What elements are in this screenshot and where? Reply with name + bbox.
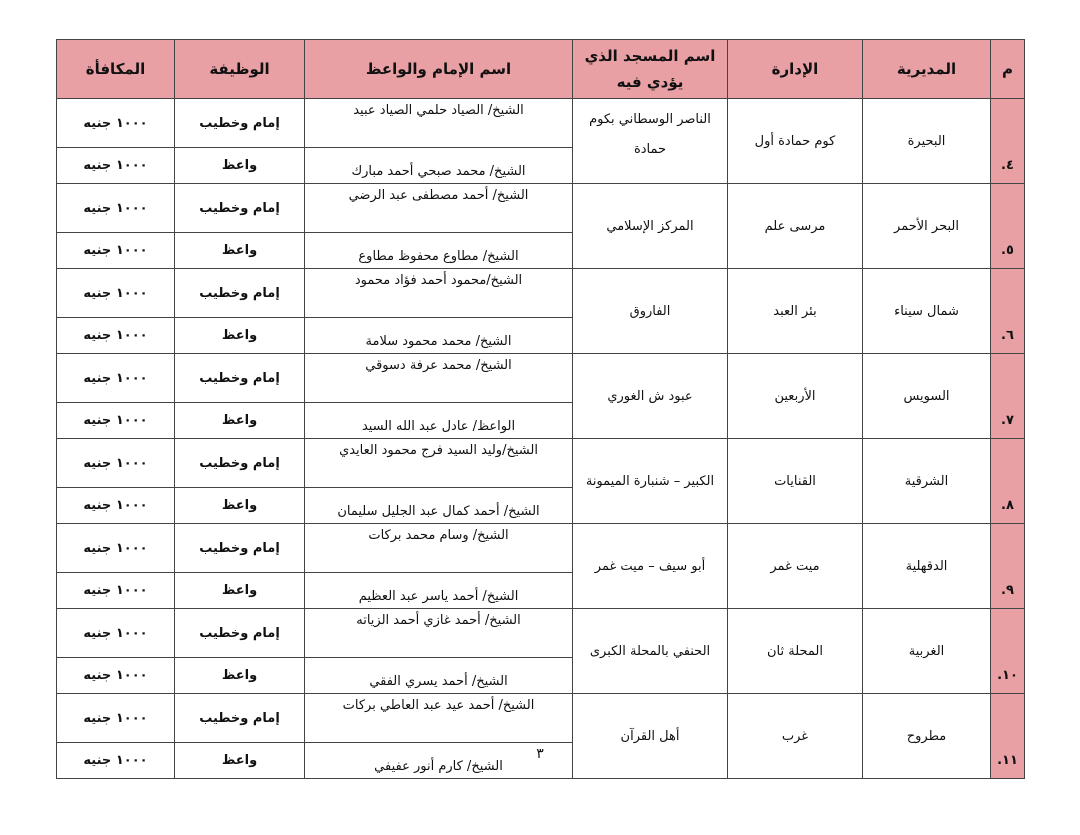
administration-cell: ميت غمر [728, 524, 863, 609]
preacher-name-cell: الشيخ/ أحمد ياسر عبد العظيم [305, 573, 573, 609]
assignments-table [56, 39, 1025, 779]
imam-job-cell: إمام وخطيب [175, 609, 305, 658]
imam-name-cell: الشيخ/ أحمد غازي أحمد الزياته [305, 609, 573, 658]
table-row [57, 184, 1025, 233]
preacher-reward-cell: ١٠٠٠ جنيه [57, 488, 175, 524]
preacher-reward-cell: ١٠٠٠ جنيه [57, 233, 175, 269]
preacher-name-cell: الشيخ/ أحمد كمال عبد الجليل سليمان [305, 488, 573, 524]
preacher-job-cell: واعظ [175, 318, 305, 354]
preacher-reward-cell: ١٠٠٠ جنيه [57, 658, 175, 694]
directorate-cell: البحر الأحمر [863, 184, 991, 269]
imam-name-cell: الشيخ/محمود أحمد فؤاد محمود [305, 269, 573, 318]
header-number: م [991, 40, 1025, 99]
directorate-cell: شمال سيناء [863, 269, 991, 354]
preacher-name-cell: الواعظ/ عادل عبد الله السيد [305, 403, 573, 439]
imam-reward-cell: ١٠٠٠ جنيه [57, 269, 175, 318]
imam-name-cell: الشيخ/ أحمد عيد عبد العاطي بركات [305, 694, 573, 743]
page-number: ٣ [536, 746, 544, 762]
administration-cell: المحلة ثان [728, 609, 863, 694]
imam-reward-cell: ١٠٠٠ جنيه [57, 694, 175, 743]
preacher-name-cell: الشيخ/ أحمد يسري الفقي [305, 658, 573, 694]
mosque-cell: أهل القرآن [573, 694, 728, 779]
imam-reward-cell: ١٠٠٠ جنيه [57, 524, 175, 573]
table-row [57, 439, 1025, 488]
preacher-reward-cell: ١٠٠٠ جنيه [57, 403, 175, 439]
imam-name-cell: الشيخ/ أحمد مصطفى عبد الرضي [305, 184, 573, 233]
mosque-cell: الفاروق [573, 269, 728, 354]
directorate-cell: الغربية [863, 609, 991, 694]
directorate-cell: الشرقية [863, 439, 991, 524]
imam-reward-cell: ١٠٠٠ جنيه [57, 439, 175, 488]
table-row [57, 694, 1025, 743]
imam-reward-cell: ١٠٠٠ جنيه [57, 354, 175, 403]
imam-job-cell: إمام وخطيب [175, 354, 305, 403]
preacher-job-cell: واعظ [175, 488, 305, 524]
row-number-cell: ٦. [991, 269, 1025, 354]
preacher-reward-cell: ١٠٠٠ جنيه [57, 743, 175, 779]
table-row [57, 269, 1025, 318]
row-number-cell: ١١. [991, 694, 1025, 779]
table-row [57, 99, 1025, 148]
header-reward: المكافأة [57, 40, 175, 99]
preacher-reward-cell: ١٠٠٠ جنيه [57, 148, 175, 184]
table-header [57, 40, 1025, 99]
imam-job-cell: إمام وخطيب [175, 694, 305, 743]
header-imam-name: اسم الإمام والواعظ [305, 40, 573, 99]
directorate-cell: السويس [863, 354, 991, 439]
table-row [57, 524, 1025, 573]
imam-name-cell: الشيخ/ محمد عرفة دسوقي [305, 354, 573, 403]
imam-job-cell: إمام وخطيب [175, 269, 305, 318]
imam-job-cell: إمام وخطيب [175, 524, 305, 573]
administration-cell: القنايات [728, 439, 863, 524]
table-row [57, 609, 1025, 658]
preacher-job-cell: واعظ [175, 403, 305, 439]
mosque-cell: أبو سيف – ميت غمر [573, 524, 728, 609]
row-number-cell: ٥. [991, 184, 1025, 269]
imam-job-cell: إمام وخطيب [175, 439, 305, 488]
row-number-cell: ١٠. [991, 609, 1025, 694]
row-number-cell: ٧. [991, 354, 1025, 439]
preacher-job-cell: واعظ [175, 148, 305, 184]
row-number-cell: ٤. [991, 99, 1025, 184]
administration-cell: كوم حمادة أول [728, 99, 863, 184]
preacher-job-cell: واعظ [175, 573, 305, 609]
preacher-job-cell: واعظ [175, 743, 305, 779]
mosque-cell: عبود ش الغوري [573, 354, 728, 439]
imam-name-cell: الشيخ/ الصياد حلمي الصياد عبيد [305, 99, 573, 148]
preacher-reward-cell: ١٠٠٠ جنيه [57, 573, 175, 609]
preacher-name-cell: الشيخ/ محمد صبحي أحمد مبارك [305, 148, 573, 184]
preacher-name-cell: الشيخ/ كارم أنور عفيفي [305, 743, 573, 779]
header-mosque: اسم المسجد الذي يؤدي فيه [573, 40, 728, 99]
imam-name-cell: الشيخ/ وسام محمد بركات [305, 524, 573, 573]
imam-reward-cell: ١٠٠٠ جنيه [57, 184, 175, 233]
preacher-job-cell: واعظ [175, 233, 305, 269]
directorate-cell: الدقهلية [863, 524, 991, 609]
imam-reward-cell: ١٠٠٠ جنيه [57, 99, 175, 148]
mosque-cell: الناصر الوسطاني بكوم حمادة [573, 99, 728, 184]
header-administration: الإدارة [728, 40, 863, 99]
administration-cell: مرسى علم [728, 184, 863, 269]
preacher-job-cell: واعظ [175, 658, 305, 694]
header-directorate: المديرية [863, 40, 991, 99]
table-row [57, 354, 1025, 403]
directorate-cell: مطروح [863, 694, 991, 779]
mosque-cell: المركز الإسلامي [573, 184, 728, 269]
preacher-reward-cell: ١٠٠٠ جنيه [57, 318, 175, 354]
mosque-cell: الكبير – شنبارة الميمونة [573, 439, 728, 524]
header-job: الوظيفة [175, 40, 305, 99]
mosque-cell: الحنفي بالمحلة الكبرى [573, 609, 728, 694]
preacher-name-cell: الشيخ/ محمد محمود سلامة [305, 318, 573, 354]
administration-cell: الأربعين [728, 354, 863, 439]
directorate-cell: البحيرة [863, 99, 991, 184]
row-number-cell: ٩. [991, 524, 1025, 609]
imam-job-cell: إمام وخطيب [175, 99, 305, 148]
imam-reward-cell: ١٠٠٠ جنيه [57, 609, 175, 658]
preacher-name-cell: الشيخ/ مطاوع محفوظ مطاوع [305, 233, 573, 269]
administration-cell: بئر العبد [728, 269, 863, 354]
administration-cell: غرب [728, 694, 863, 779]
imam-job-cell: إمام وخطيب [175, 184, 305, 233]
table-body [57, 99, 1025, 779]
row-number-cell: ٨. [991, 439, 1025, 524]
imam-name-cell: الشيخ/وليد السيد فرج محمود العايدي [305, 439, 573, 488]
